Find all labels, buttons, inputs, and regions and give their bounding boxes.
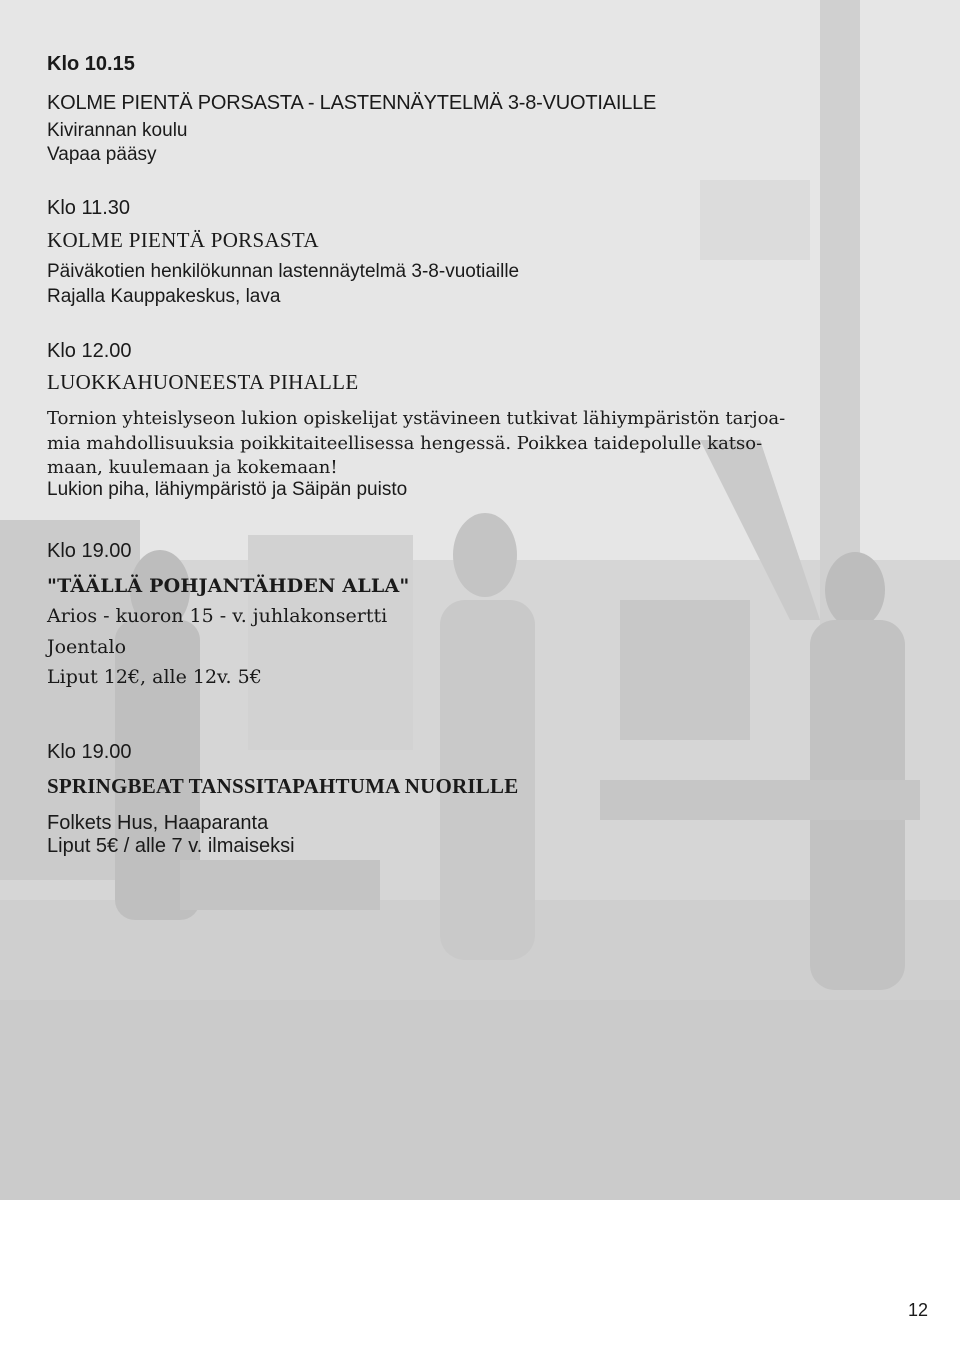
event-2-line-1: Päiväkotien henkilökunnan lastennäytelmä 3-8-vuotiaille xyxy=(47,261,520,282)
event-3-line-4: Lukion piha, lähiympäristö ja Säipän puisto xyxy=(47,479,408,500)
page-number: 12 xyxy=(908,1300,929,1320)
event-2-title: KOLME PIENTÄ PORSASTA xyxy=(47,228,319,252)
event-5-line-2: Liput 5€ / alle 7 v. ilmaiseksi xyxy=(47,835,295,857)
event-1-line-2: Vapaa pääsy xyxy=(47,144,157,165)
event-3-time: Klo 12.00 xyxy=(47,340,132,362)
event-3-title: LUOKKAHUONEESTA PIHALLE xyxy=(47,370,359,394)
event-4-time: Klo 19.00 xyxy=(47,540,132,562)
event-4-line-1: Arios - kuoron 15 - v. juhlakonsertti xyxy=(47,605,388,627)
event-4-line-2: Joentalo xyxy=(47,636,127,658)
event-4-line-3: Liput 12€, alle 12v. 5€ xyxy=(47,666,262,688)
event-5-title: SPRINGBEAT TANSSITAPAHTUMA NUORILLE xyxy=(47,774,519,798)
event-3-line-1: Tornion yhteislyseon lukion opiskelijat ystävineen tutkivat lähiympäristön tarjoa- xyxy=(47,408,786,429)
event-1-title: KOLME PIENTÄ PORSASTA - LASTENNÄYTELMÄ 3-8-VUOTIAILLE xyxy=(47,92,657,114)
event-3-line-2: mia mahdollisuuksia poikkitaiteellisessa hengessä. Poikkea taidepolulle katso- xyxy=(47,433,763,454)
event-3-line-3: maan, kuulemaan ja kokemaan! xyxy=(47,457,338,478)
event-4-title: "TÄÄLLÄ POHJANTÄHDEN ALLA" xyxy=(47,575,410,597)
event-5-line-1: Folkets Hus, Haaparanta xyxy=(47,812,269,834)
event-2-line-2: Rajalla Kauppakeskus, lava xyxy=(47,286,281,307)
event-2-time: Klo 11.30 xyxy=(47,197,131,219)
event-5-time: Klo 19.00 xyxy=(47,741,132,763)
event-1-line-1: Kivirannan koulu xyxy=(47,120,188,141)
event-1-time: Klo 10.15 xyxy=(47,53,135,75)
